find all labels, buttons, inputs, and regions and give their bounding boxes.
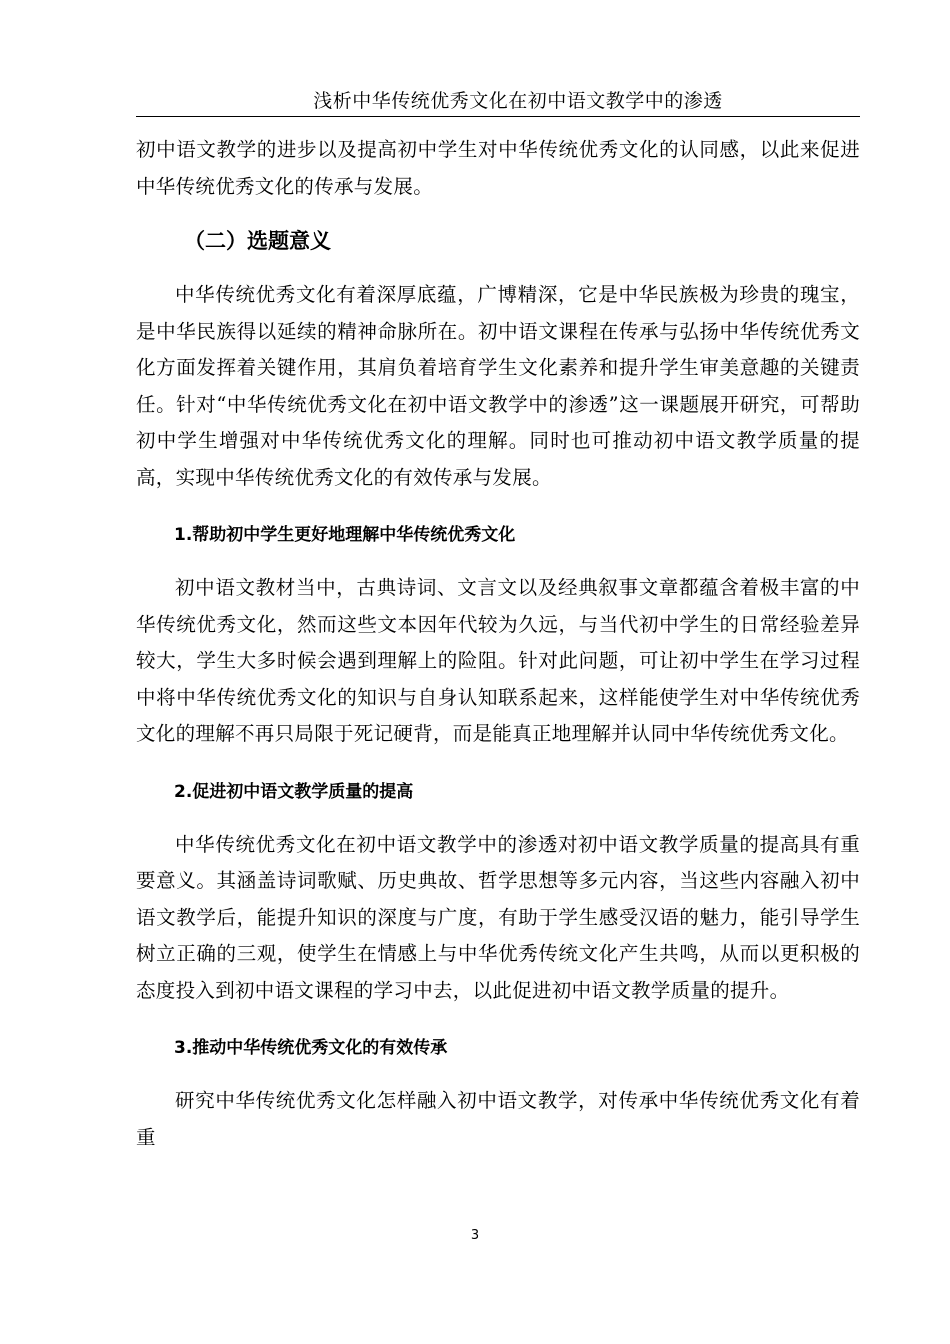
document-body — [136, 132, 860, 1156]
section-intro-paragraph: 中华传统优秀文化有着深厚底蕴，广博精深，它是中华民族极为珍贵的瑰宝，是中华民族得以延续的精神命脉所在。初中语文课程在传承与弘扬中华传统优秀文化方面发挥着关键作用，其肩负着培育学生文化素养和提升学生审美意趣的关键责任。针对“中华传统优秀文化在初中语文教学中的渗透”这一课题展开研究，可帮助初中学生增强对中华传统优秀文化的理解。同时也可推动初中语文教学质量的提高，实现中华传统优秀文化的有效传承与发展。 — [136, 283, 860, 489]
subsection-heading-2: 2.促进初中语文教学质量的提高 — [174, 781, 414, 802]
subsection-heading-3: 3.推动中华传统优秀文化的有效传承 — [174, 1038, 448, 1058]
subsection-heading-1: 1.帮助初中学生更好地理解中华传统优秀文化 — [174, 525, 516, 545]
page-number: 3 — [470, 1228, 480, 1243]
subsection-paragraph-1: 初中语文教材当中，古典诗词、文言文以及经典叙事文章都蕴含着极丰富的中华传统优秀文化，然而这些文本因年代较为久远，与当代初中学生的日常经验差异较大，学生大多时候会遇到理解上的险阻。针对此问题，可让初中学生在学习过程中将中华传统优秀文化的知识与自身认知联系起来，这样能使学生对中华传统优秀文化的理解不再只局限于死记硬背，而是能真正地理解并认同中华传统优秀文化。 — [136, 576, 860, 745]
subsection-paragraph-3: 研究中华传统优秀文化怎样融入初中语文教学，对传承中华传统优秀文化有着重 — [136, 1089, 860, 1149]
section-heading: （二）选题意义 — [184, 229, 331, 253]
page-header-title: 浅析中华传统优秀文化在初中语文教学中的渗透 — [313, 90, 723, 112]
subsection-paragraph-2: 中华传统优秀文化在初中语文教学中的渗透对初中语文教学质量的提高具有重要意义。其涵盖诗词歌赋、历史典故、哲学思想等多元内容，当这些内容融入初中语文教学后，能提升知识的深度与广度，有助于学生感受汉语的魅力，能引导学生树立正确的三观，使学生在情感上与中华优秀传统文化产生共鸣，从而以更积极的态度投入到初中语文课程的学习中去，以此促进初中语文教学质量的提升。 — [136, 832, 860, 1002]
continued-paragraph: 初中语文教学的进步以及提高初中学生对中华传统优秀文化的认同感，以此来促进中华传统优秀文化的传承与发展。 — [136, 138, 860, 198]
page-header — [136, 86, 860, 117]
